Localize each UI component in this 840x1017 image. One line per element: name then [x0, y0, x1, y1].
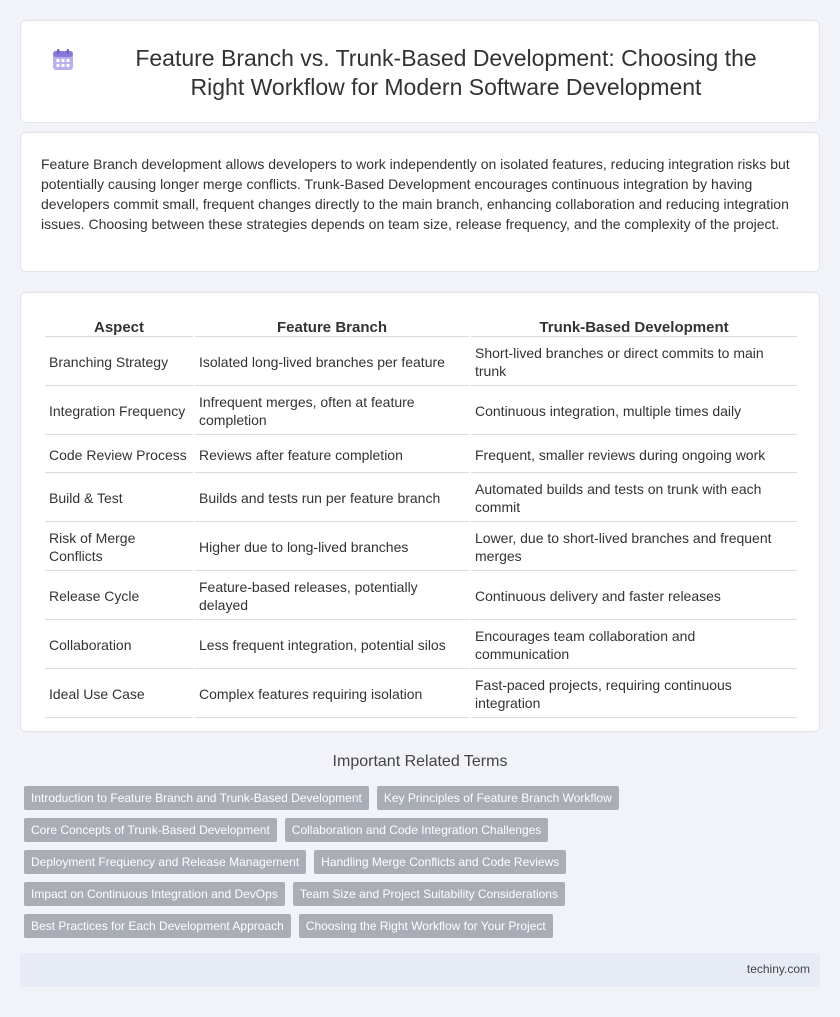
- header-aspect: Aspect: [45, 317, 193, 337]
- related-term-tag[interactable]: Team Size and Project Suitability Considerations: [293, 882, 565, 906]
- related-term-tag[interactable]: Handling Merge Conflicts and Code Reviews: [314, 850, 566, 874]
- table-row: [45, 475, 797, 522]
- footer: [20, 953, 820, 987]
- row-feature-branch: Complex features requiring isolation: [195, 671, 469, 718]
- related-term-tag[interactable]: Deployment Frequency and Release Management: [24, 850, 306, 874]
- row-aspect: Build & Test: [45, 475, 193, 522]
- table-row: [45, 622, 797, 669]
- related-term-tag[interactable]: Choosing the Right Workflow for Your Project: [299, 914, 553, 938]
- related-terms-list: [24, 786, 624, 946]
- table-row: [45, 524, 797, 571]
- related-term-tag[interactable]: Impact on Continuous Integration and DevOps: [24, 882, 285, 906]
- row-feature-branch: Feature-based releases, potentially delayed: [195, 573, 469, 620]
- header-card: [20, 20, 820, 123]
- row-aspect: Code Review Process: [45, 437, 193, 473]
- row-feature-branch: Isolated long-lived branches per feature: [195, 339, 469, 386]
- row-trunk-based: Frequent, smaller reviews during ongoing work: [471, 437, 797, 473]
- row-aspect: Ideal Use Case: [45, 671, 193, 718]
- row-feature-branch: Builds and tests run per feature branch: [195, 475, 469, 522]
- related-term-tag[interactable]: Introduction to Feature Branch and Trunk-Based Development: [24, 786, 369, 810]
- row-feature-branch: Higher due to long-lived branches: [195, 524, 469, 571]
- page-title: Feature Branch vs. Trunk-Based Development: Choosing the Right Workflow for Modern Software Development: [135, 44, 757, 100]
- row-trunk-based: Fast-paced projects, requiring continuous integration: [471, 671, 797, 718]
- related-term-tag[interactable]: Core Concepts of Trunk-Based Development: [24, 818, 277, 842]
- table-row: [45, 388, 797, 435]
- table-row: [45, 671, 797, 718]
- comparison-table-card: [20, 292, 820, 732]
- table-row: [45, 339, 797, 386]
- comparison-table: [43, 315, 799, 720]
- intro-card: [20, 132, 820, 272]
- related-terms-title: Important Related Terms: [332, 753, 508, 770]
- row-trunk-based: Lower, due to short-lived branches and frequent merges: [471, 524, 797, 571]
- row-trunk-based: Automated builds and tests on trunk with each commit: [471, 475, 797, 522]
- row-trunk-based: Continuous delivery and faster releases: [471, 573, 797, 620]
- intro-paragraph: Feature Branch development allows developers to work independently on isolated features, reducing integration risks but potentially causing longer merge conflicts. Trunk-Based Development encourages continuous integration by having developers commit small, frequent changes directly to the main branch, enhancing collaboration and reducing integration issues. Choosing between these strategies depends on team size, release frequency, and the complexity of the project.: [41, 156, 790, 232]
- row-aspect: Release Cycle: [45, 573, 193, 620]
- header-feature-branch: Feature Branch: [195, 317, 469, 337]
- row-aspect: Risk of Merge Conflicts: [45, 524, 193, 571]
- row-aspect: Branching Strategy: [45, 339, 193, 386]
- row-feature-branch: Reviews after feature completion: [195, 437, 469, 473]
- related-term-tag[interactable]: Collaboration and Code Integration Challenges: [285, 818, 549, 842]
- row-trunk-based: Continuous integration, multiple times daily: [471, 388, 797, 435]
- header-trunk-based: Trunk-Based Development: [471, 317, 797, 337]
- row-trunk-based: Short-lived branches or direct commits to main trunk: [471, 339, 797, 386]
- row-feature-branch: Infrequent merges, often at feature completion: [195, 388, 469, 435]
- row-trunk-based: Encourages team collaboration and communication: [471, 622, 797, 669]
- table-row: [45, 437, 797, 473]
- row-feature-branch: Less frequent integration, potential silos: [195, 622, 469, 669]
- related-term-tag[interactable]: Key Principles of Feature Branch Workflow: [377, 786, 619, 810]
- table-header-row: [45, 317, 797, 337]
- row-aspect: Collaboration: [45, 622, 193, 669]
- related-term-tag[interactable]: Best Practices for Each Development Approach: [24, 914, 291, 938]
- footer-site-name[interactable]: techiny.com: [746, 962, 810, 976]
- table-row: [45, 573, 797, 620]
- row-aspect: Integration Frequency: [45, 388, 193, 435]
